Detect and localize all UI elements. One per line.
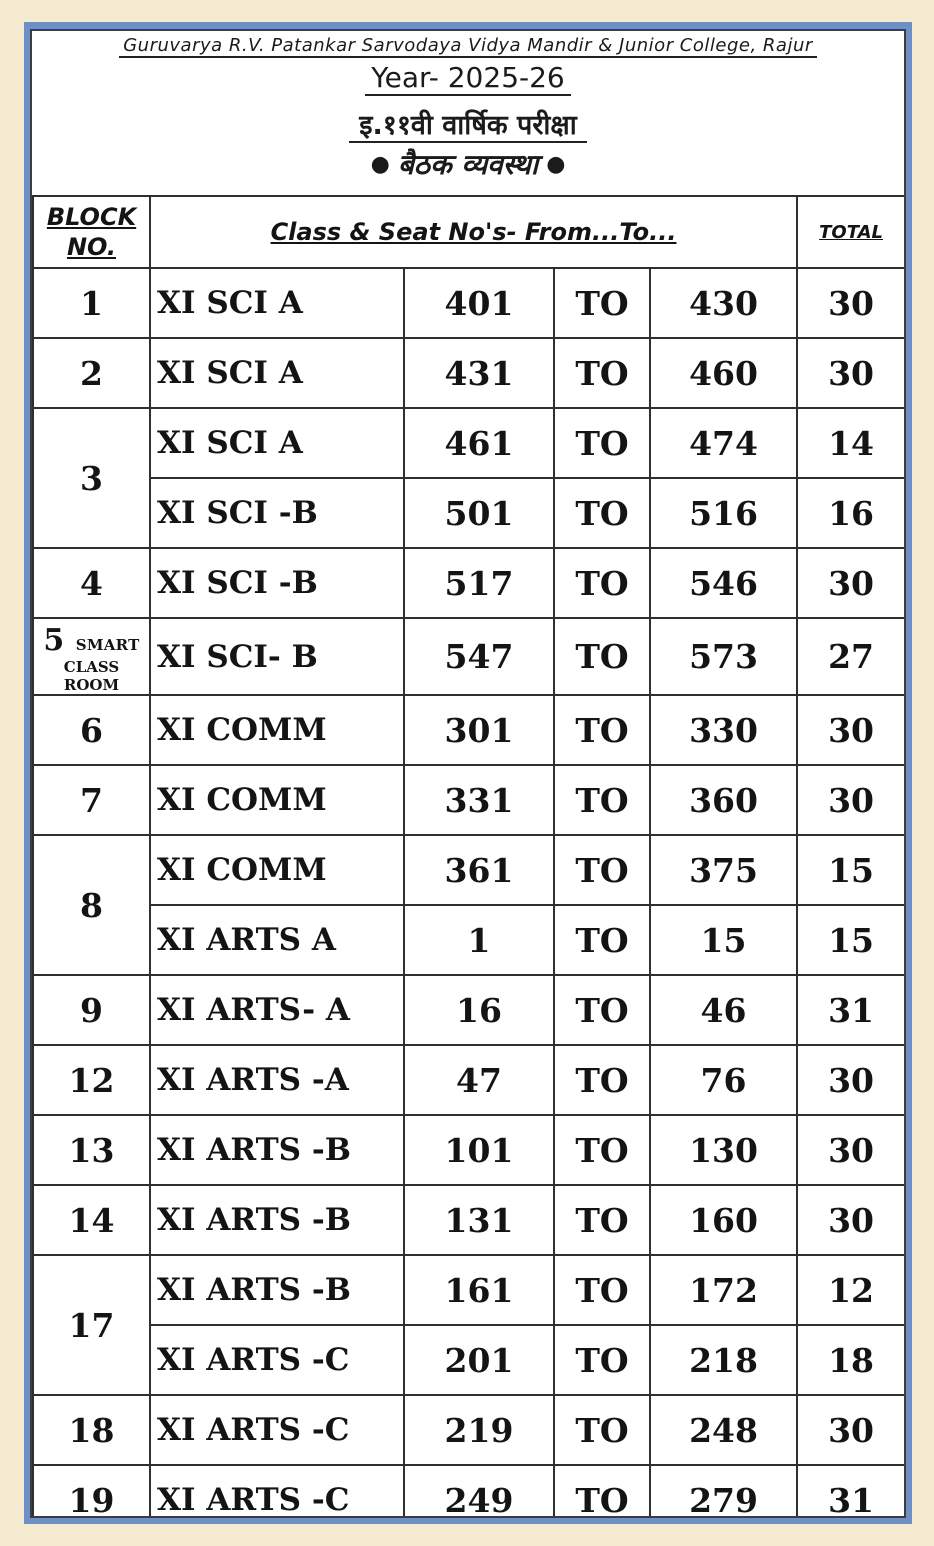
block-number-cell: 9 xyxy=(33,975,150,1045)
seat-from-cell: 547 xyxy=(404,618,554,695)
block-number-cell: 7 xyxy=(33,765,150,835)
block-number-cell xyxy=(33,618,150,695)
seat-from-cell: 461 xyxy=(404,408,554,478)
class-cell: XI COMM xyxy=(150,765,404,835)
total-cell: 12 xyxy=(797,1255,905,1325)
table-row xyxy=(33,1255,905,1325)
to-label-cell: TO xyxy=(554,975,650,1045)
seat-to-cell: 474 xyxy=(650,408,797,478)
class-cell: XI SCI- B xyxy=(150,618,404,695)
seat-to-cell: 130 xyxy=(650,1115,797,1185)
seat-to-cell: 460 xyxy=(650,338,797,408)
total-cell: 15 xyxy=(797,905,905,975)
seat-from-cell: 501 xyxy=(404,478,554,548)
to-label-cell: TO xyxy=(554,478,650,548)
class-cell: XI ARTS -C xyxy=(150,1395,404,1465)
block-number-cell: 13 xyxy=(33,1115,150,1185)
seat-from-cell: 361 xyxy=(404,835,554,905)
block-number-cell: 3 xyxy=(33,408,150,548)
to-label-cell: TO xyxy=(554,765,650,835)
block-number-cell: 8 xyxy=(33,835,150,975)
seat-from-cell: 331 xyxy=(404,765,554,835)
to-label-cell: TO xyxy=(554,835,650,905)
class-cell: XI ARTS -B xyxy=(150,1185,404,1255)
block-note-classroom: CLASS ROOM xyxy=(63,658,120,694)
table-row xyxy=(33,338,905,408)
total-cell: 16 xyxy=(797,478,905,548)
table-row xyxy=(33,1115,905,1185)
total-cell: 30 xyxy=(797,268,905,338)
seat-from-cell: 219 xyxy=(404,1395,554,1465)
block-header-line1: BLOCK xyxy=(46,203,137,231)
block-number-cell: 2 xyxy=(33,338,150,408)
seat-to-cell: 546 xyxy=(650,548,797,618)
block-number-cell: 4 xyxy=(33,548,150,618)
total-cell: 14 xyxy=(797,408,905,478)
seat-to-cell: 279 xyxy=(650,1465,797,1518)
academic-year-text: Year- 2025-26 xyxy=(365,61,570,96)
school-name xyxy=(32,35,904,56)
table-row xyxy=(33,1325,905,1395)
seat-to-cell: 330 xyxy=(650,695,797,765)
table-row xyxy=(33,268,905,338)
seat-to-cell: 76 xyxy=(650,1045,797,1115)
bullet-right-icon: ● xyxy=(546,152,566,177)
total-cell: 18 xyxy=(797,1325,905,1395)
block-number-cell: 18 xyxy=(33,1395,150,1465)
seat-to-cell: 430 xyxy=(650,268,797,338)
total-cell: 30 xyxy=(797,548,905,618)
total-cell: 30 xyxy=(797,765,905,835)
table-row xyxy=(33,1185,905,1255)
table-row xyxy=(33,408,905,478)
exam-title xyxy=(32,105,904,142)
seat-to-cell: 15 xyxy=(650,905,797,975)
exam-title-text: इ.११वी वार्षिक परीक्षा xyxy=(349,110,586,143)
to-label-cell: TO xyxy=(554,1255,650,1325)
total-cell: 27 xyxy=(797,618,905,695)
class-cell: XI SCI -B xyxy=(150,548,404,618)
seating-arrangement-text: बैठक व्यवस्था xyxy=(397,148,539,181)
seat-from-cell: 1 xyxy=(404,905,554,975)
seat-from-cell: 47 xyxy=(404,1045,554,1115)
to-label-cell: TO xyxy=(554,618,650,695)
seat-from-cell: 401 xyxy=(404,268,554,338)
total-cell: 30 xyxy=(797,1395,905,1465)
table-row xyxy=(33,618,905,695)
seating-table xyxy=(32,195,906,1518)
column-header-block xyxy=(33,196,150,268)
block-number-cell: 14 xyxy=(33,1185,150,1255)
table-row xyxy=(33,1045,905,1115)
table-row xyxy=(33,975,905,1045)
class-cell: XI ARTS -C xyxy=(150,1325,404,1395)
table-row xyxy=(33,835,905,905)
table-row xyxy=(33,765,905,835)
document-frame xyxy=(24,22,912,1524)
to-label-cell: TO xyxy=(554,695,650,765)
seat-from-cell: 131 xyxy=(404,1185,554,1255)
block-note-smart: SMART xyxy=(75,636,140,654)
total-cell: 15 xyxy=(797,835,905,905)
to-label-cell: TO xyxy=(554,548,650,618)
class-cell: XI SCI A xyxy=(150,338,404,408)
academic-year xyxy=(32,61,904,94)
class-cell: XI SCI -B xyxy=(150,478,404,548)
to-label-cell: TO xyxy=(554,1115,650,1185)
table-row xyxy=(33,478,905,548)
class-cell: XI ARTS- A xyxy=(150,975,404,1045)
seat-to-cell: 573 xyxy=(650,618,797,695)
seat-from-cell: 16 xyxy=(404,975,554,1045)
seat-from-cell: 301 xyxy=(404,695,554,765)
block-number-cell: 12 xyxy=(33,1045,150,1115)
total-cell: 31 xyxy=(797,1465,905,1518)
school-name-text: Guruvarya R.V. Patankar Sarvodaya Vidya Mandir & Junior College, Rajur xyxy=(119,35,817,58)
table-row xyxy=(33,548,905,618)
table-row xyxy=(33,905,905,975)
class-cell: XI ARTS -B xyxy=(150,1115,404,1185)
total-cell: 31 xyxy=(797,975,905,1045)
to-label-cell: TO xyxy=(554,1395,650,1465)
document-header xyxy=(32,31,904,191)
to-label-cell: TO xyxy=(554,1045,650,1115)
block-header-line2: NO. xyxy=(66,233,117,261)
block-number-cell: 1 xyxy=(33,268,150,338)
block-number-cell: 6 xyxy=(33,695,150,765)
to-label-cell: TO xyxy=(554,1325,650,1395)
seat-to-cell: 375 xyxy=(650,835,797,905)
to-label-cell: TO xyxy=(554,268,650,338)
class-cell: XI ARTS A xyxy=(150,905,404,975)
block-number: 5 xyxy=(43,623,65,658)
total-cell: 30 xyxy=(797,1115,905,1185)
to-label-cell: TO xyxy=(554,905,650,975)
total-cell: 30 xyxy=(797,338,905,408)
bullet-left-icon: ● xyxy=(370,152,390,177)
seat-from-cell: 201 xyxy=(404,1325,554,1395)
seat-from-cell: 101 xyxy=(404,1115,554,1185)
class-cell: XI ARTS -A xyxy=(150,1045,404,1115)
seat-to-cell: 516 xyxy=(650,478,797,548)
class-cell: XI COMM xyxy=(150,835,404,905)
seat-to-cell: 46 xyxy=(650,975,797,1045)
seat-to-cell: 160 xyxy=(650,1185,797,1255)
table-row xyxy=(33,1465,905,1518)
seat-to-cell: 172 xyxy=(650,1255,797,1325)
column-header-class-seat: Class & Seat No's- From...To... xyxy=(150,196,797,268)
column-header-total: TOTAL xyxy=(797,196,905,268)
class-cell: XI SCI A xyxy=(150,268,404,338)
class-cell: XI SCI A xyxy=(150,408,404,478)
total-cell: 30 xyxy=(797,695,905,765)
seat-from-cell: 249 xyxy=(404,1465,554,1518)
class-cell: XI ARTS -C xyxy=(150,1465,404,1518)
to-label-cell: TO xyxy=(554,1185,650,1255)
seating-chart-paper xyxy=(30,29,906,1518)
seat-from-cell: 517 xyxy=(404,548,554,618)
seat-to-cell: 360 xyxy=(650,765,797,835)
block-number-cell: 17 xyxy=(33,1255,150,1395)
total-cell: 30 xyxy=(797,1045,905,1115)
table-header-row xyxy=(33,196,905,268)
class-cell: XI COMM xyxy=(150,695,404,765)
to-label-cell: TO xyxy=(554,408,650,478)
class-cell: XI ARTS -B xyxy=(150,1255,404,1325)
seat-to-cell: 248 xyxy=(650,1395,797,1465)
seating-arrangement-title xyxy=(32,145,904,183)
table-row xyxy=(33,1395,905,1465)
seat-from-cell: 431 xyxy=(404,338,554,408)
table-row xyxy=(33,695,905,765)
seat-from-cell: 161 xyxy=(404,1255,554,1325)
total-cell: 30 xyxy=(797,1185,905,1255)
block-number-cell: 19 xyxy=(33,1465,150,1518)
to-label-cell: TO xyxy=(554,338,650,408)
to-label-cell: TO xyxy=(554,1465,650,1518)
seat-to-cell: 218 xyxy=(650,1325,797,1395)
